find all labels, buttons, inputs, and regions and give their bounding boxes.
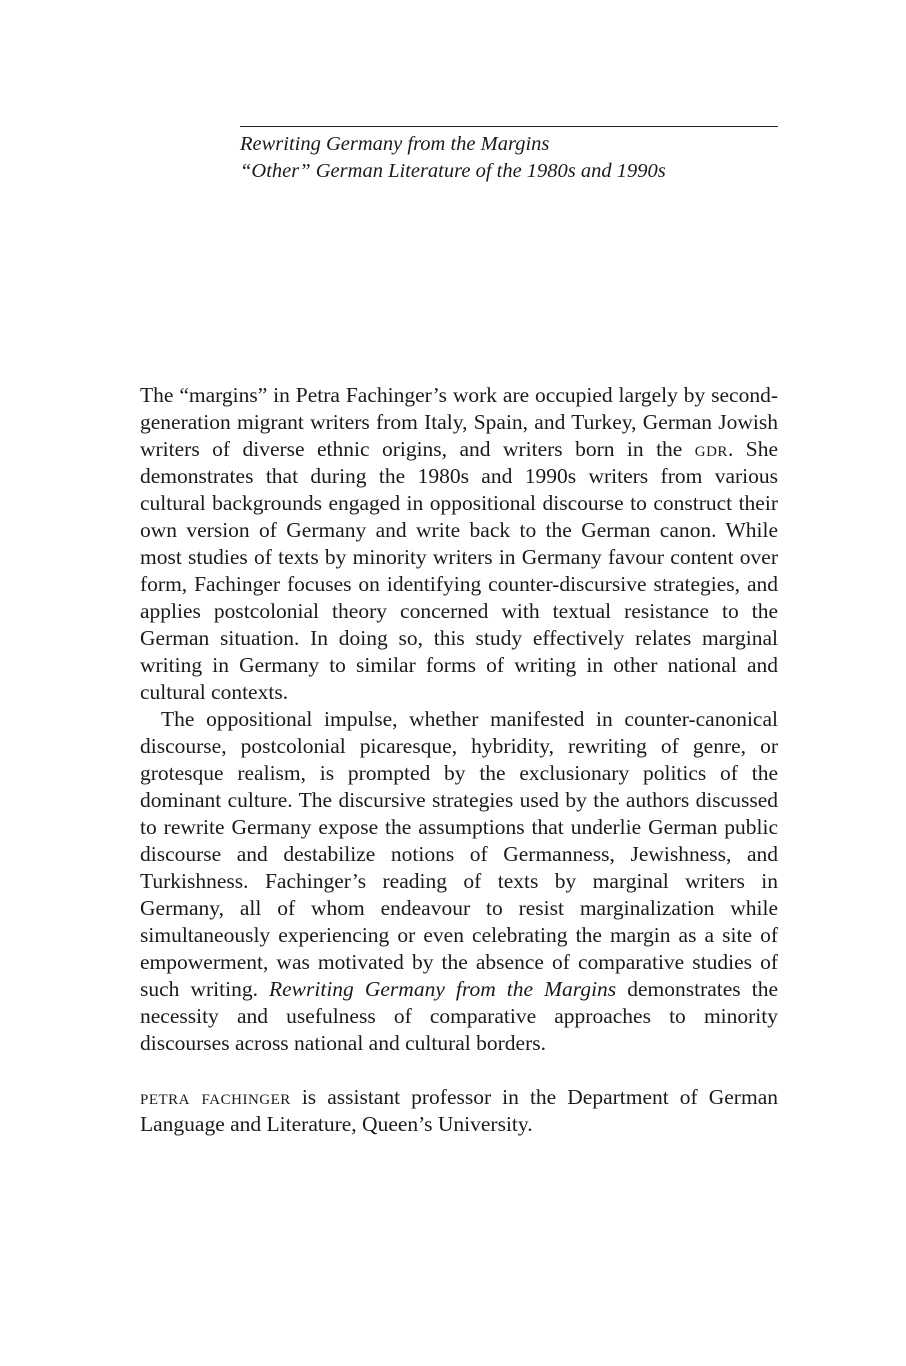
book-title: Rewriting Germany from the Margins bbox=[240, 133, 550, 155]
author-bio bbox=[140, 1084, 778, 1138]
author-bio-text: is assistant professor in the Department of German Language and Literature, Queen’s University. bbox=[140, 1085, 778, 1136]
book-subtitle: “Other” German Literature of the 1980s and 1990s bbox=[240, 160, 666, 182]
paragraph-2-start: The oppositional impulse, whether manifested in counter-canonical discourse, postcolonial picaresque, hybridity, rewriting of genre, or grotesque realism, is prompted by the exclusionary politics of the dominant culture. The discursive strategies used by the authors discussed to rewrite Germany expose the assumptions that underlie German public discourse and destabilize notions of Germanness, Jewishness, and Turkishness. Fachinger’s reading of texts by marginal writers in Germany, all of whom endeavour to resist marginalization while simultaneously experiencing or even celebrating the margin as a site of empowerment, was motivated by the absence of comparative studies of such writing. bbox=[140, 707, 778, 1001]
author-name: petra fachinger bbox=[140, 1085, 291, 1109]
italic-book-title: Rewriting Germany from the Margins bbox=[269, 977, 617, 1001]
paragraph-2-end: demonstrates the necessity and usefulness of comparative approaches to minority discourses across national and cultural borders. bbox=[140, 977, 778, 1055]
gdr-abbreviation: gdr bbox=[694, 437, 728, 461]
paragraph-1-start: The “margins” in Petra Fachinger’s work are occupied largely by second-generation migrant writers from Italy, Spain, and Turkey, German Jowish writers of diverse ethnic origins, and writers born in the bbox=[140, 383, 778, 461]
paragraph-1 bbox=[140, 382, 778, 706]
paragraph-1-end: . She demonstrates that during the 1980s and 1990s writers from various cultural backgrounds engaged in oppositional discourse to construct their own version of Germany and write back to the German canon. While most studies of texts by minority writers in Germany favour content over form, Fachinger focuses on identifying counter-discursive strategies, and applies postcolonial theory concerned with textual resistance to the German situation. In doing so, this study effectively relates marginal writing in Germany to similar forms of writing in other national and cultural contexts. bbox=[140, 437, 778, 704]
paragraph-2 bbox=[140, 706, 778, 1057]
header-rule bbox=[240, 126, 778, 127]
book-description bbox=[140, 382, 778, 1138]
running-header bbox=[240, 131, 800, 185]
